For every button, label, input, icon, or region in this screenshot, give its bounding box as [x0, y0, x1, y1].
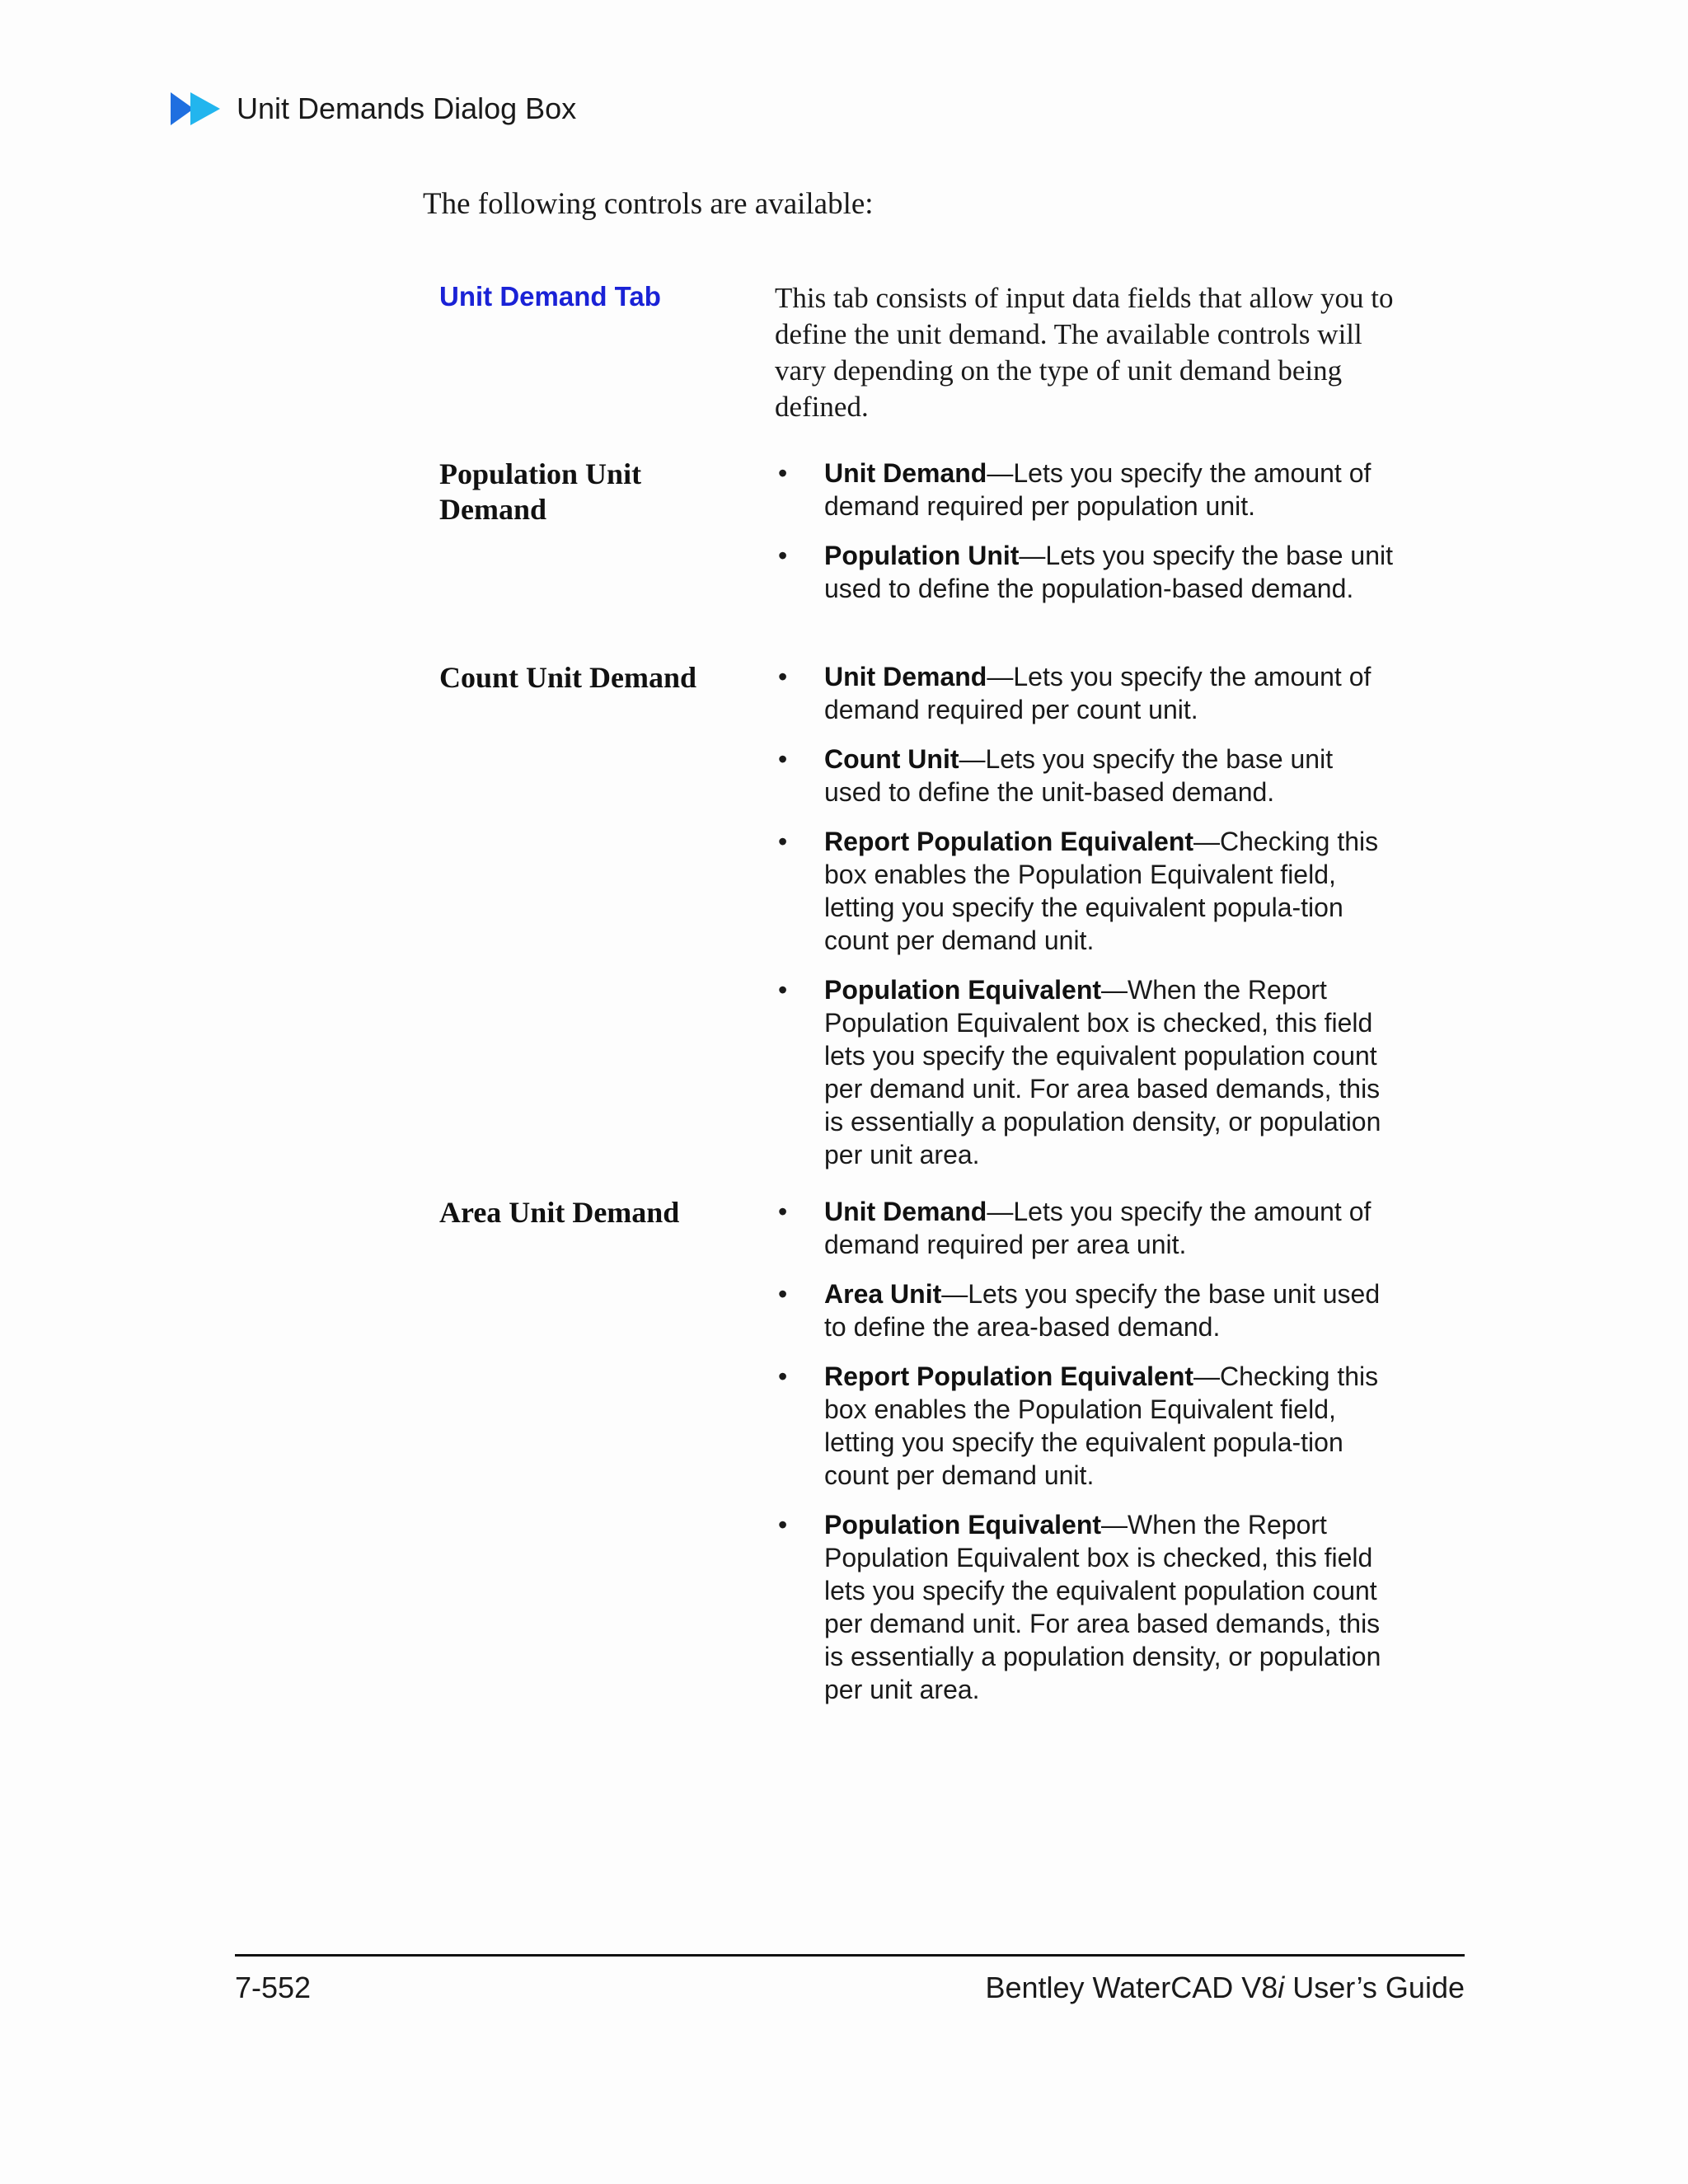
page-number: 7-552	[235, 1971, 312, 2004]
list-item: • Unit Demand—Lets you specify the amount of demand required per area unit.	[778, 1197, 1372, 1259]
population-unit-demand-list	[775, 457, 1395, 605]
footer-divider	[235, 1954, 1465, 1957]
area-unit-demand-term: Area Unit Demand	[439, 1196, 680, 1229]
row-area-unit-demand	[439, 1195, 1395, 1722]
area-unit-demand-list	[775, 1195, 1395, 1706]
row-population-unit-demand	[439, 457, 1395, 621]
list-item: • Report Population Equivalent—Checking this box enables the Population Equivalent field, letting you specify the equivalent popula-tion count per demand unit.	[778, 827, 1379, 955]
row-count-unit-demand	[439, 660, 1395, 1188]
page-header	[169, 86, 576, 132]
list-item: • Population Unit—Lets you specify the base unit used to define the population-based demand.	[778, 541, 1393, 603]
list-item: • Report Population Equivalent—Checking this box enables the Population Equivalent field, letting you specify the equivalent popula-tion count per demand unit.	[778, 1361, 1379, 1490]
section-title: Unit Demands Dialog Box	[237, 91, 577, 125]
list-item: • Unit Demand—Lets you specify the amount of demand required per population unit.	[778, 458, 1372, 521]
population-unit-demand-term: Population Unit Demand	[439, 457, 642, 526]
intro-text: The following controls are available:	[423, 187, 874, 221]
count-unit-demand-term: Count Unit Demand	[439, 661, 697, 694]
double-arrow-icon	[169, 91, 222, 127]
list-item: • Area Unit—Lets you specify the base unit used to define the area-based demand.	[778, 1279, 1381, 1342]
row-unit-demand-tab	[439, 280, 1395, 425]
count-unit-demand-list	[775, 660, 1395, 1171]
list-item: • Unit Demand—Lets you specify the amount of demand required per count unit.	[778, 662, 1372, 724]
guide-title: Bentley WaterCAD V8i User’s Guide	[985, 1971, 1465, 2004]
list-item: • Population Equivalent—When the Report Population Equivalent box is checked, this field lets you specify the equivalent population count per demand unit. For area based demands, this is essentially a population density, or population per unit area.	[778, 1510, 1381, 1704]
unit-demand-tab-link[interactable]: Unit Demand Tab	[439, 281, 661, 312]
unit-demand-tab-description: This tab consists of input data fields that allow you to define the unit demand. The available controls will vary depending on the type of unit demand being defined.	[775, 282, 1394, 423]
list-item: • Population Equivalent—When the Report Population Equivalent box is checked, this field lets you specify the equivalent population count per demand unit. For area based demands, this is essentially a population density, or population per unit area.	[778, 975, 1381, 1169]
list-item: • Count Unit—Lets you specify the base unit used to define the unit-based demand.	[778, 744, 1334, 807]
